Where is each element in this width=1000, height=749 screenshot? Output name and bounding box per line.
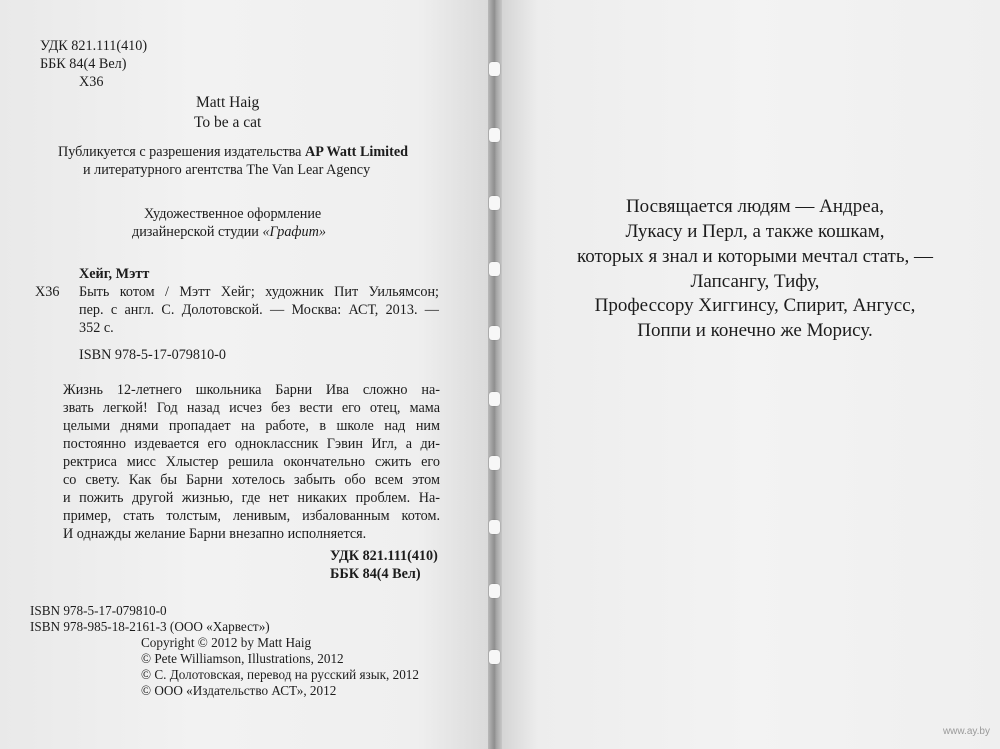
- dedication-line: Лукасу и Перл, а также кошкам,: [625, 221, 885, 242]
- binding-stitch: [489, 456, 500, 470]
- site-watermark: www.ay.by: [942, 726, 990, 737]
- binding-stitch: [489, 584, 500, 598]
- design-line-1: Художественное оформление: [144, 206, 322, 222]
- binding-stitch: [489, 326, 500, 340]
- annotation-line: пример, стать толстым, ленивым, избалованным котом.: [63, 508, 440, 524]
- binding-stitch: [489, 392, 500, 406]
- dedication-line: Лапсангу, Тифу,: [690, 271, 820, 292]
- annotation-line: Жизнь 12-летнего школьника Барни Ива сложно на-: [63, 382, 440, 398]
- annotation-line: ректриса мисс Хлыстер решила окончательно сжить его: [63, 454, 440, 470]
- binding-stitch: [489, 262, 500, 276]
- annotation-line: звать легкой! Год назад исчез без вести его отец, мама: [63, 400, 440, 416]
- rights-line-1: [58, 145, 408, 159]
- binding-stitch: [489, 128, 500, 142]
- dedication-line: Поппи и конечно же Морису.: [637, 320, 873, 341]
- udk-top: УДК 821.111(410): [40, 38, 148, 54]
- rights-publisher: AP Watt Limited: [305, 144, 409, 160]
- copyright-1: Copyright © 2012 by Matt Haig: [141, 635, 312, 650]
- biblio-line-3: 352 с.: [79, 320, 114, 336]
- annotation-last-line: И однажды желание Барни внезапно исполняется.: [63, 526, 367, 542]
- design-studio: «Графит»: [262, 224, 326, 240]
- annotation-line: и пожить другой жизнью, где нет никаких проблем. На-: [63, 490, 440, 506]
- dedication-line: Профессору Хиггинсу, Спирит, Ангусс,: [594, 295, 916, 316]
- rights-line-2: и литературного агентства The Van Lear Agency: [83, 162, 371, 178]
- design-line-2: [132, 225, 326, 239]
- original-title: To be a cat: [194, 114, 262, 131]
- binding-stitch: [489, 650, 500, 664]
- right-page: [498, 0, 1000, 749]
- book-gutter: [488, 0, 502, 749]
- original-author: Matt Haig: [196, 94, 260, 111]
- binding-stitch: [489, 196, 500, 210]
- binding-stitch: [489, 62, 500, 76]
- biblio-line-1: Быть котом / Мэтт Хейг; художник Пит Уильямсон;: [79, 284, 439, 300]
- author-sign: Х36: [35, 284, 60, 300]
- bbk-top: ББК 84(4 Вел): [40, 56, 127, 72]
- annotation-line: со свету. Как бы Барни хотелось забыть обо всем этом: [63, 472, 440, 488]
- copyright-4: © ООО «Издательство АСТ», 2012: [141, 683, 337, 698]
- isbn-1: ISBN 978-5-17-079810-0: [30, 603, 167, 618]
- isbn-2: ISBN 978-985-18-2161-3 (ООО «Харвест»): [30, 619, 270, 634]
- copyright-2: © Pete Williamson, Illustrations, 2012: [141, 651, 344, 666]
- annotation-line: целыми днями пропадает на работе, в школе над ним: [63, 418, 440, 434]
- biblio-line-2: пер. с англ. С. Долотовской. — Москва: АСТ, 2013. —: [79, 302, 439, 318]
- rights-prefix: Публикуется с разрешения издательства: [58, 144, 302, 160]
- author-sign-top: Х36: [79, 74, 104, 90]
- binding-stitch: [489, 520, 500, 534]
- isbn-main: ISBN 978-5-17-079810-0: [79, 347, 226, 363]
- dedication-line: которых я знал и которыми мечтал стать, —: [576, 246, 934, 267]
- copyright-3: © С. Долотовская, перевод на русский язык, 2012: [141, 667, 419, 682]
- udk-bottom: УДК 821.111(410): [330, 548, 438, 564]
- bbk-bottom: ББК 84(4 Вел): [330, 566, 421, 582]
- dedication-line: Посвящается людям — Андреа,: [625, 196, 885, 217]
- design-prefix: дизайнерской студии: [132, 224, 259, 240]
- annotation-line: постоянно издевается его одноклассник Гэвин Игл, а ди-: [63, 436, 440, 452]
- author-heading: Хейг, Мэтт: [79, 266, 150, 282]
